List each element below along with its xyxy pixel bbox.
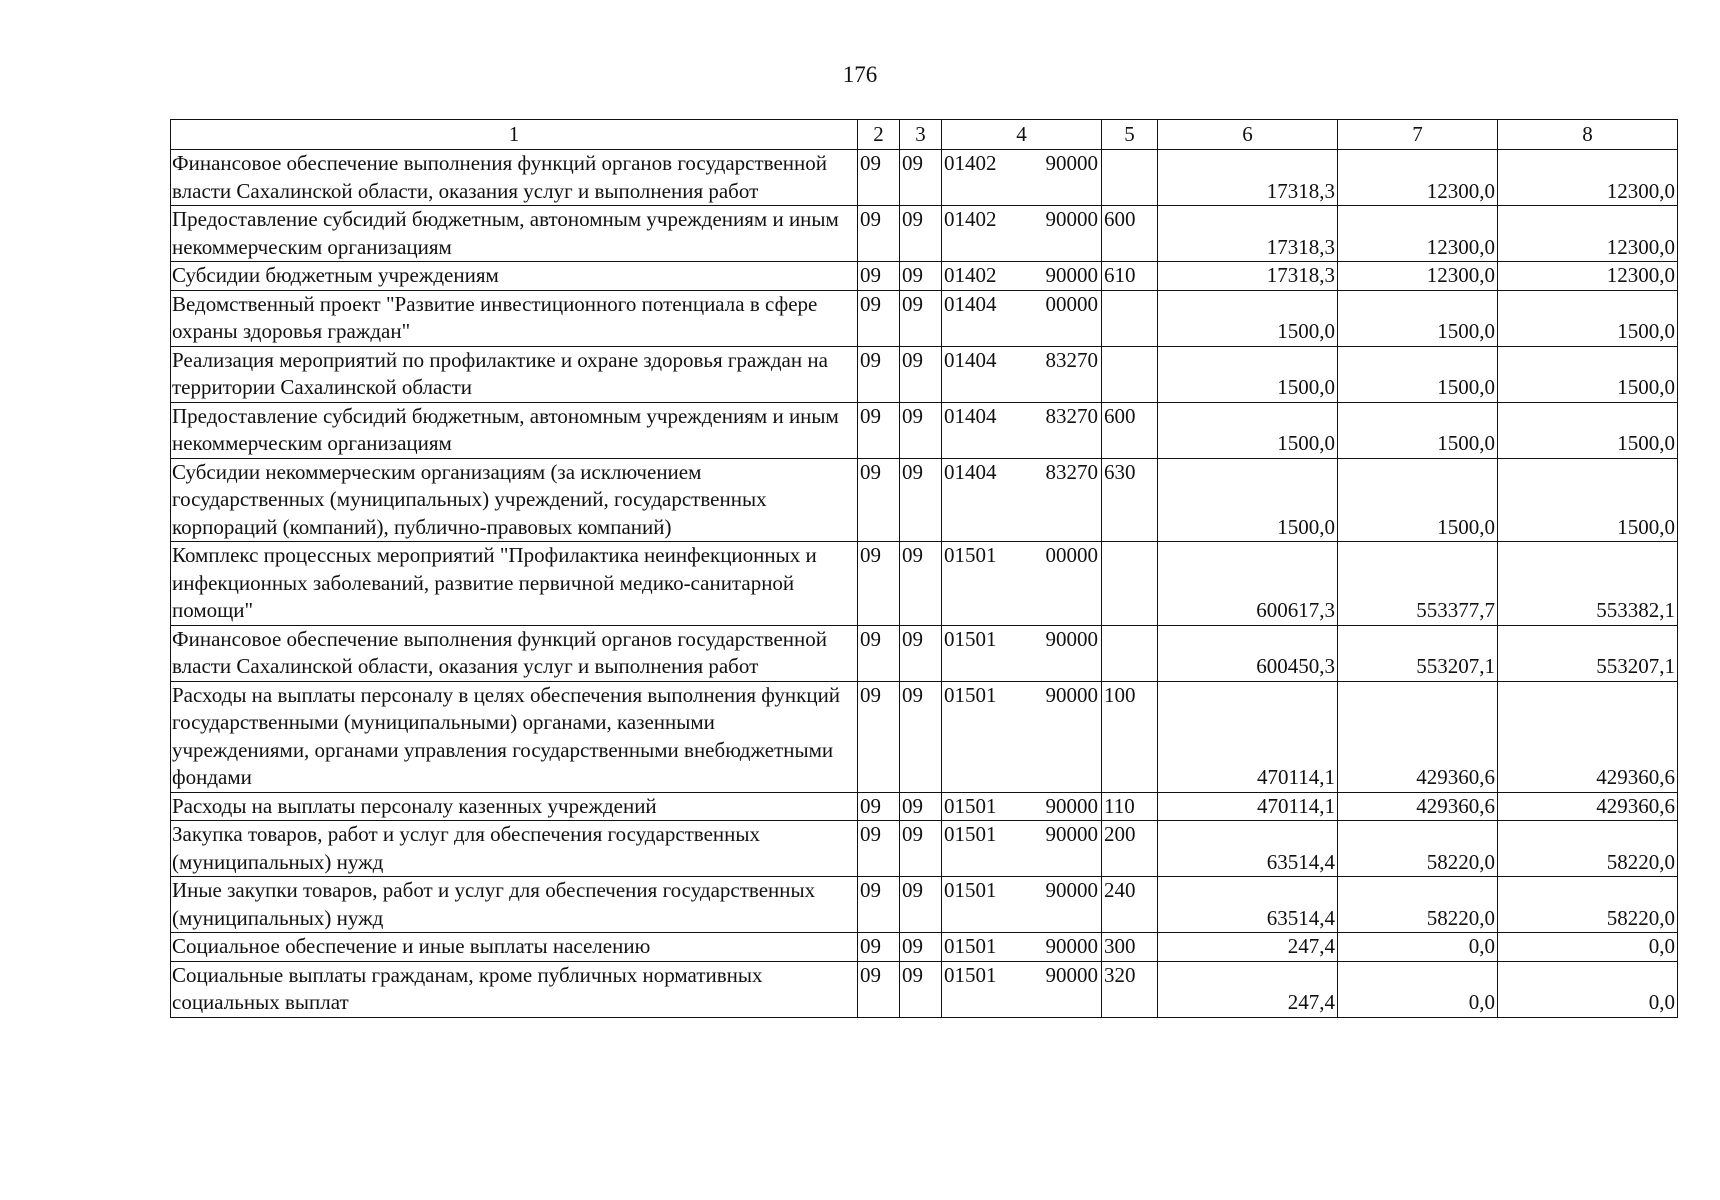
amount-col-6: 470114,1 xyxy=(1158,792,1338,821)
col-header-3: 3 xyxy=(900,120,942,150)
col-header-1: 1 xyxy=(171,120,858,150)
amount-col-6: 600617,3 xyxy=(1158,542,1338,626)
program-code: 01404 xyxy=(944,459,997,484)
row-description: Расходы на выплаты персоналу в целях обеспечения выполнения функций государственными (муниципальными) органами, казенными учреждениями, органами управления государственными внебюджетными фондами xyxy=(171,681,858,792)
row-description: Ведомственный проект "Развитие инвестиционного потенциала в сфере охраны здоровья граждан" xyxy=(171,290,858,346)
program-code: 01402 xyxy=(944,207,997,231)
amount-col-7: 0,0 xyxy=(1338,961,1498,1017)
subsection-code: 09 xyxy=(900,150,942,206)
expense-type-code: 110 xyxy=(1102,792,1158,821)
col-header-2: 2 xyxy=(858,120,900,150)
section-code: 09 xyxy=(858,961,900,1017)
program-code: 01501 xyxy=(944,626,997,651)
row-description: Предоставление субсидий бюджетным, автономным учреждениям и иным некоммерческим организациям xyxy=(171,206,858,262)
direction-code: 90000 xyxy=(1045,682,1098,707)
expense-type-code: 240 xyxy=(1102,877,1158,933)
direction-code: 90000 xyxy=(1045,626,1098,651)
subsection-code: 09 xyxy=(900,206,942,262)
direction-code: 83270 xyxy=(1045,459,1098,484)
direction-code: 83270 xyxy=(1045,403,1098,428)
row-description: Комплекс процессных мероприятий "Профилактика неинфекционных и инфекционных заболеваний, развитие первичной медико-санитарной помощи" xyxy=(171,542,858,626)
target-article-code xyxy=(942,681,1102,792)
amount-col-8: 553382,1 xyxy=(1498,542,1678,626)
direction-code: 90000 xyxy=(1045,207,1098,231)
amount-col-7: 429360,6 xyxy=(1338,792,1498,821)
target-article-code xyxy=(942,821,1102,877)
amount-col-7: 1500,0 xyxy=(1338,290,1498,346)
program-code: 01402 xyxy=(944,151,997,175)
section-code: 09 xyxy=(858,402,900,458)
table-row xyxy=(171,542,1678,626)
amount-col-7: 0,0 xyxy=(1338,933,1498,962)
section-code: 09 xyxy=(858,681,900,792)
expense-type-code xyxy=(1102,542,1158,626)
direction-code: 90000 xyxy=(1045,263,1098,287)
expense-type-code: 600 xyxy=(1102,402,1158,458)
amount-col-6: 1500,0 xyxy=(1158,290,1338,346)
amount-col-8: 12300,0 xyxy=(1498,150,1678,206)
row-description: Субсидии бюджетным учреждениям xyxy=(171,262,858,291)
amount-col-6: 63514,4 xyxy=(1158,821,1338,877)
subsection-code: 09 xyxy=(900,458,942,542)
expense-type-code xyxy=(1102,625,1158,681)
amount-col-7: 58220,0 xyxy=(1338,821,1498,877)
amount-col-8: 58220,0 xyxy=(1498,877,1678,933)
program-code: 01501 xyxy=(944,543,997,567)
amount-col-6: 247,4 xyxy=(1158,961,1338,1017)
target-article-code xyxy=(942,625,1102,681)
table-row xyxy=(171,150,1678,206)
section-code: 09 xyxy=(858,877,900,933)
expense-type-code: 200 xyxy=(1102,821,1158,877)
amount-col-8: 1500,0 xyxy=(1498,346,1678,402)
subsection-code: 09 xyxy=(900,961,942,1017)
amount-col-6: 1500,0 xyxy=(1158,402,1338,458)
program-code: 01404 xyxy=(944,403,997,428)
section-code: 09 xyxy=(858,290,900,346)
expense-type-code: 320 xyxy=(1102,961,1158,1017)
target-article-code xyxy=(942,933,1102,962)
direction-code: 90000 xyxy=(1045,934,1098,958)
amount-col-8: 429360,6 xyxy=(1498,792,1678,821)
amount-col-6: 17318,3 xyxy=(1158,262,1338,291)
expense-type-code xyxy=(1102,290,1158,346)
amount-col-7: 553377,7 xyxy=(1338,542,1498,626)
row-description: Иные закупки товаров, работ и услуг для обеспечения государственных (муниципальных) нужд xyxy=(171,877,858,933)
amount-col-7: 429360,6 xyxy=(1338,681,1498,792)
col-header-5: 5 xyxy=(1102,120,1158,150)
amount-col-6: 600450,3 xyxy=(1158,625,1338,681)
direction-code: 00000 xyxy=(1045,291,1098,316)
direction-code: 90000 xyxy=(1045,962,1098,987)
subsection-code: 09 xyxy=(900,290,942,346)
target-article-code xyxy=(942,290,1102,346)
program-code: 01501 xyxy=(944,682,997,707)
expense-type-code: 630 xyxy=(1102,458,1158,542)
program-code: 01404 xyxy=(944,347,997,372)
row-description: Субсидии некоммерческим организациям (за исключением государственных (муниципальных) учреждений, государственных корпораций (компаний), публично-правовых компаний) xyxy=(171,458,858,542)
table-row xyxy=(171,961,1678,1017)
amount-col-6: 63514,4 xyxy=(1158,877,1338,933)
expense-type-code: 610 xyxy=(1102,262,1158,291)
program-code: 01501 xyxy=(944,822,997,846)
subsection-code: 09 xyxy=(900,792,942,821)
amount-col-6: 470114,1 xyxy=(1158,681,1338,792)
subsection-code: 09 xyxy=(900,262,942,291)
amount-col-8: 0,0 xyxy=(1498,961,1678,1017)
col-header-6: 6 xyxy=(1158,120,1338,150)
row-description: Закупка товаров, работ и услуг для обеспечения государственных (муниципальных) нужд xyxy=(171,821,858,877)
amount-col-8: 0,0 xyxy=(1498,933,1678,962)
target-article-code xyxy=(942,792,1102,821)
target-article-code xyxy=(942,402,1102,458)
expense-type-code: 100 xyxy=(1102,681,1158,792)
section-code: 09 xyxy=(858,262,900,291)
amount-col-8: 1500,0 xyxy=(1498,402,1678,458)
subsection-code: 09 xyxy=(900,681,942,792)
target-article-code xyxy=(942,206,1102,262)
table-row xyxy=(171,625,1678,681)
row-description: Социальные выплаты гражданам, кроме публичных нормативных социальных выплат xyxy=(171,961,858,1017)
direction-code: 90000 xyxy=(1045,793,1098,818)
row-description: Социальное обеспечение и иные выплаты населению xyxy=(171,933,858,962)
amount-col-6: 247,4 xyxy=(1158,933,1338,962)
subsection-code: 09 xyxy=(900,542,942,626)
section-code: 09 xyxy=(858,792,900,821)
subsection-code: 09 xyxy=(900,821,942,877)
table-row xyxy=(171,262,1678,291)
target-article-code xyxy=(942,542,1102,626)
amount-col-8: 553207,1 xyxy=(1498,625,1678,681)
section-code: 09 xyxy=(858,150,900,206)
target-article-code xyxy=(942,262,1102,291)
section-code: 09 xyxy=(858,206,900,262)
amount-col-7: 1500,0 xyxy=(1338,458,1498,542)
direction-code: 90000 xyxy=(1045,822,1098,846)
direction-code: 83270 xyxy=(1045,347,1098,372)
section-code: 09 xyxy=(858,821,900,877)
header-row xyxy=(171,120,1678,150)
table-row xyxy=(171,402,1678,458)
amount-col-7: 553207,1 xyxy=(1338,625,1498,681)
expense-type-code: 600 xyxy=(1102,206,1158,262)
table-row xyxy=(171,681,1678,792)
amount-col-7: 1500,0 xyxy=(1338,346,1498,402)
target-article-code xyxy=(942,346,1102,402)
direction-code: 00000 xyxy=(1045,543,1098,567)
program-code: 01501 xyxy=(944,878,997,902)
program-code: 01404 xyxy=(944,291,997,316)
amount-col-8: 12300,0 xyxy=(1498,206,1678,262)
table-row xyxy=(171,821,1678,877)
subsection-code: 09 xyxy=(900,933,942,962)
section-code: 09 xyxy=(858,933,900,962)
table-row xyxy=(171,458,1678,542)
subsection-code: 09 xyxy=(900,877,942,933)
section-code: 09 xyxy=(858,458,900,542)
row-description: Расходы на выплаты персоналу казенных учреждений xyxy=(171,792,858,821)
table-row xyxy=(171,877,1678,933)
target-article-code xyxy=(942,877,1102,933)
table-row xyxy=(171,346,1678,402)
amount-col-6: 17318,3 xyxy=(1158,150,1338,206)
amount-col-8: 12300,0 xyxy=(1498,262,1678,291)
table-row xyxy=(171,792,1678,821)
row-description: Финансовое обеспечение выполнения функций органов государственной власти Сахалинской области, оказания услуг и выполнения работ xyxy=(171,150,858,206)
budget-table xyxy=(170,119,1678,1018)
amount-col-6: 17318,3 xyxy=(1158,206,1338,262)
amount-col-7: 12300,0 xyxy=(1338,262,1498,291)
amount-col-7: 1500,0 xyxy=(1338,402,1498,458)
expense-type-code xyxy=(1102,346,1158,402)
target-article-code xyxy=(942,961,1102,1017)
direction-code: 90000 xyxy=(1045,878,1098,902)
amount-col-6: 1500,0 xyxy=(1158,346,1338,402)
col-header-7: 7 xyxy=(1338,120,1498,150)
program-code: 01501 xyxy=(944,962,997,987)
row-description: Реализация мероприятий по профилактике и охране здоровья граждан на территории Сахалинской области xyxy=(171,346,858,402)
program-code: 01501 xyxy=(944,793,997,818)
amount-col-8: 429360,6 xyxy=(1498,681,1678,792)
direction-code: 90000 xyxy=(1045,151,1098,175)
table-row xyxy=(171,290,1678,346)
amount-col-8: 1500,0 xyxy=(1498,290,1678,346)
amount-col-7: 12300,0 xyxy=(1338,150,1498,206)
col-header-8: 8 xyxy=(1498,120,1678,150)
program-code: 01402 xyxy=(944,263,997,287)
subsection-code: 09 xyxy=(900,402,942,458)
amount-col-7: 12300,0 xyxy=(1338,206,1498,262)
row-description: Предоставление субсидий бюджетным, автономным учреждениям и иным некоммерческим организациям xyxy=(171,402,858,458)
target-article-code xyxy=(942,458,1102,542)
section-code: 09 xyxy=(858,346,900,402)
amount-col-7: 58220,0 xyxy=(1338,877,1498,933)
amount-col-6: 1500,0 xyxy=(1158,458,1338,542)
page-number: 176 xyxy=(842,62,878,87)
table-row xyxy=(171,206,1678,262)
expense-type-code: 300 xyxy=(1102,933,1158,962)
section-code: 09 xyxy=(858,542,900,626)
amount-col-8: 1500,0 xyxy=(1498,458,1678,542)
subsection-code: 09 xyxy=(900,625,942,681)
section-code: 09 xyxy=(858,625,900,681)
amount-col-8: 58220,0 xyxy=(1498,821,1678,877)
subsection-code: 09 xyxy=(900,346,942,402)
expense-type-code xyxy=(1102,150,1158,206)
row-description: Финансовое обеспечение выполнения функций органов государственной власти Сахалинской области, оказания услуг и выполнения работ xyxy=(171,625,858,681)
col-header-4: 4 xyxy=(942,120,1102,150)
table-row xyxy=(171,933,1678,962)
program-code: 01501 xyxy=(944,934,997,958)
target-article-code xyxy=(942,150,1102,206)
